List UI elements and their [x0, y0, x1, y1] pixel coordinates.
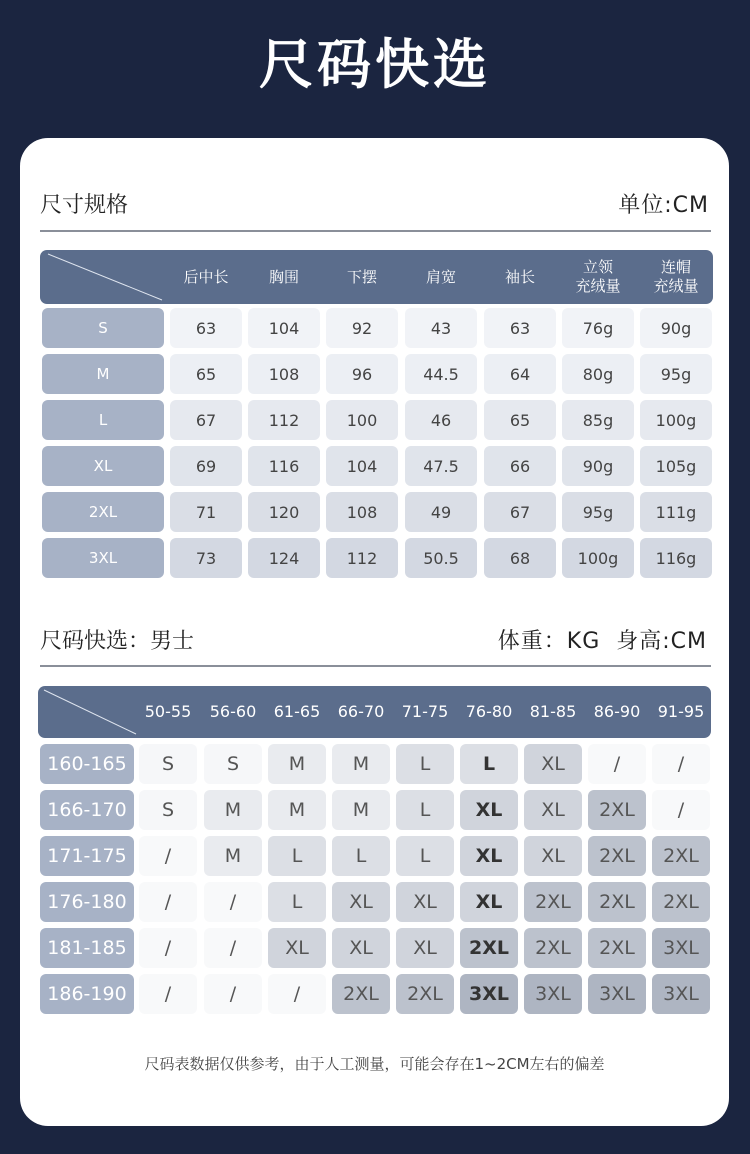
- size-recommendation-cell: XL: [332, 928, 390, 968]
- size-recommendation-cell: M: [268, 744, 326, 784]
- size-recommendation-cell: /: [204, 882, 262, 922]
- weight-col-header: 76-80: [465, 702, 513, 721]
- height-row-label: 186-190: [40, 974, 134, 1014]
- spec-col-header: 下摆: [346, 267, 377, 286]
- spec-size-label: 3XL: [42, 538, 164, 578]
- spec-cell: 67: [484, 492, 556, 532]
- spec-cell: 100g: [640, 400, 712, 440]
- size-recommendation-cell: S: [139, 744, 197, 784]
- spec-cell: 105g: [640, 446, 712, 486]
- spec-col-header: 胸围: [268, 267, 299, 286]
- size-recommendation-cell: /: [139, 882, 197, 922]
- spec-cell: 49: [405, 492, 477, 532]
- spec-cell: 71: [170, 492, 242, 532]
- size-recommendation-cell: /: [268, 974, 326, 1014]
- size-recommendation-cell: 2XL: [396, 974, 454, 1014]
- spec-cell: 108: [248, 354, 320, 394]
- size-recommendation-cell: XL: [524, 790, 582, 830]
- spec-unit: 单位:CM: [618, 193, 709, 218]
- size-recommendation-cell: S: [204, 744, 262, 784]
- size-recommendation-cell: M: [332, 790, 390, 830]
- size-recommendation-cell: XL: [524, 836, 582, 876]
- spec-cell: 47.5: [405, 446, 477, 486]
- spec-cell: 90g: [562, 446, 634, 486]
- weight-col-header: 61-65: [273, 702, 321, 721]
- spec-cell: 76g: [562, 308, 634, 348]
- spec-col-header: 袖长: [504, 267, 535, 286]
- size-recommendation-cell: L: [268, 836, 326, 876]
- size-recommendation-cell: XL: [524, 744, 582, 784]
- size-recommendation-cell: M: [204, 836, 262, 876]
- spec-cell: 120: [248, 492, 320, 532]
- spec-cell: 68: [484, 538, 556, 578]
- spec-size-label: XL: [42, 446, 164, 486]
- size-recommendation-cell: XL: [396, 928, 454, 968]
- spec-cell: 46: [405, 400, 477, 440]
- size-recommendation-cell: 3XL: [460, 974, 518, 1014]
- spec-divider: [40, 230, 711, 232]
- spec-cell: 67: [170, 400, 242, 440]
- spec-cell: 80g: [562, 354, 634, 394]
- size-recommendation-cell: 3XL: [588, 974, 646, 1014]
- size-recommendation-cell: XL: [460, 882, 518, 922]
- spec-cell: 104: [248, 308, 320, 348]
- spec-cell: 44.5: [405, 354, 477, 394]
- size-card: [20, 138, 729, 1126]
- size-recommendation-cell: 2XL: [652, 882, 710, 922]
- size-recommendation-cell: /: [652, 790, 710, 830]
- height-row-label: 176-180: [40, 882, 134, 922]
- spec-col-header: 后中长: [183, 267, 229, 286]
- size-recommendation-cell: XL: [460, 836, 518, 876]
- quick-units: 体重：KG 身高:CM: [497, 629, 707, 654]
- height-row-label: 181-185: [40, 928, 134, 968]
- spec-cell: 65: [170, 354, 242, 394]
- size-recommendation-cell: L: [332, 836, 390, 876]
- weight-col-header: 81-85: [529, 702, 577, 721]
- spec-cell: 100g: [562, 538, 634, 578]
- size-recommendation-cell: /: [204, 974, 262, 1014]
- size-recommendation-cell: XL: [332, 882, 390, 922]
- size-recommendation-cell: 3XL: [524, 974, 582, 1014]
- size-recommendation-cell: /: [588, 744, 646, 784]
- quick-corner-diagonal: [38, 686, 138, 738]
- spec-heading: 尺寸规格: [40, 193, 129, 218]
- size-recommendation-cell: 2XL: [524, 882, 582, 922]
- weight-col-header: 56-60: [209, 702, 257, 721]
- size-recommendation-cell: /: [139, 928, 197, 968]
- weight-col-header: 71-75: [401, 702, 449, 721]
- spec-cell: 66: [484, 446, 556, 486]
- size-recommendation-cell: M: [204, 790, 262, 830]
- size-recommendation-cell: L: [396, 836, 454, 876]
- spec-cell: 69: [170, 446, 242, 486]
- spec-cell: 104: [326, 446, 398, 486]
- quick-divider: [40, 665, 711, 667]
- weight-col-header: 86-90: [593, 702, 641, 721]
- spec-size-label: 2XL: [42, 492, 164, 532]
- spec-cell: 50.5: [405, 538, 477, 578]
- size-recommendation-cell: L: [396, 790, 454, 830]
- size-recommendation-cell: S: [139, 790, 197, 830]
- size-recommendation-cell: 2XL: [588, 928, 646, 968]
- spec-cell: 116g: [640, 538, 712, 578]
- spec-size-label: M: [42, 354, 164, 394]
- spec-cell: 73: [170, 538, 242, 578]
- size-recommendation-cell: 2XL: [588, 790, 646, 830]
- size-recommendation-cell: 2XL: [588, 836, 646, 876]
- size-recommendation-cell: XL: [396, 882, 454, 922]
- spec-cell: 64: [484, 354, 556, 394]
- size-recommendation-cell: M: [332, 744, 390, 784]
- size-recommendation-cell: XL: [460, 790, 518, 830]
- spec-cell: 112: [326, 538, 398, 578]
- size-recommendation-cell: 2XL: [652, 836, 710, 876]
- spec-cell: 112: [248, 400, 320, 440]
- weight-col-header: 91-95: [657, 702, 705, 721]
- spec-col-header: 立领 充绒量: [575, 258, 621, 295]
- size-recommendation-cell: L: [396, 744, 454, 784]
- size-recommendation-cell: 3XL: [652, 974, 710, 1014]
- spec-cell: 63: [484, 308, 556, 348]
- spec-cell: 92: [326, 308, 398, 348]
- size-recommendation-cell: XL: [268, 928, 326, 968]
- spec-size-label: S: [42, 308, 164, 348]
- size-recommendation-cell: L: [460, 744, 518, 784]
- size-recommendation-cell: L: [268, 882, 326, 922]
- spec-cell: 43: [405, 308, 477, 348]
- spec-cell: 116: [248, 446, 320, 486]
- spec-col-header: 连帽 充绒量: [653, 258, 699, 295]
- spec-size-label: L: [42, 400, 164, 440]
- size-recommendation-cell: 2XL: [524, 928, 582, 968]
- size-recommendation-cell: /: [139, 974, 197, 1014]
- height-row-label: 171-175: [40, 836, 134, 876]
- size-recommendation-cell: 2XL: [332, 974, 390, 1014]
- spec-cell: 100: [326, 400, 398, 440]
- page-title: 尺码快选: [259, 33, 491, 96]
- size-recommendation-cell: 3XL: [652, 928, 710, 968]
- height-row-label: 160-165: [40, 744, 134, 784]
- spec-cell: 65: [484, 400, 556, 440]
- spec-cell: 124: [248, 538, 320, 578]
- weight-col-header: 50-55: [144, 702, 192, 721]
- size-recommendation-cell: /: [139, 836, 197, 876]
- spec-cell: 108: [326, 492, 398, 532]
- spec-corner-diagonal: [40, 250, 165, 304]
- height-row-label: 166-170: [40, 790, 134, 830]
- weight-col-header: 66-70: [337, 702, 385, 721]
- size-recommendation-cell: /: [204, 928, 262, 968]
- size-recommendation-cell: 2XL: [460, 928, 518, 968]
- spec-cell: 63: [170, 308, 242, 348]
- spec-cell: 85g: [562, 400, 634, 440]
- spec-col-header: 肩宽: [425, 267, 456, 286]
- size-recommendation-cell: M: [268, 790, 326, 830]
- quick-heading: 尺码快选：男士: [40, 629, 195, 654]
- spec-cell: 95g: [640, 354, 712, 394]
- size-recommendation-cell: 2XL: [588, 882, 646, 922]
- spec-cell: 95g: [562, 492, 634, 532]
- spec-cell: 96: [326, 354, 398, 394]
- spec-cell: 90g: [640, 308, 712, 348]
- spec-cell: 111g: [640, 492, 712, 532]
- size-recommendation-cell: /: [652, 744, 710, 784]
- footnote: 尺码表数据仅供参考，由于人工测量，可能会存在1~2CM左右的偏差: [144, 1055, 605, 1073]
